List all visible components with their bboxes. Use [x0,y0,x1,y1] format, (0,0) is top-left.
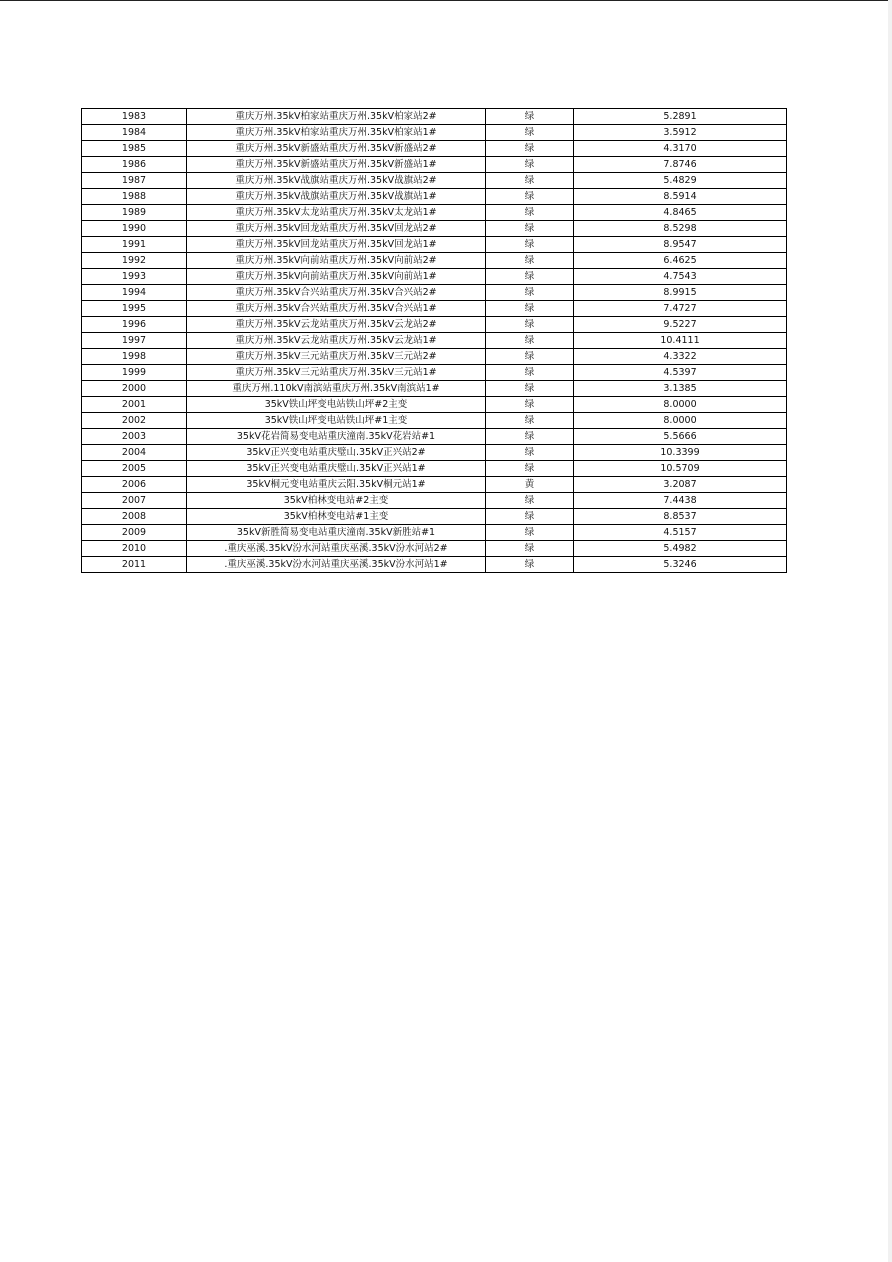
station-name-cell: 重庆万州.35kV三元站重庆万州.35kV三元站1# [187,365,486,381]
status-cell: 绿 [486,333,574,349]
table-row [82,269,787,285]
row-id-cell: 1994 [82,285,187,301]
row-id-cell: 2010 [82,541,187,557]
station-name-cell: .重庆巫溪.35kV汾水河站重庆巫溪.35kV汾水河站2# [187,541,486,557]
station-name-cell: 重庆万州.35kV三元站重庆万州.35kV三元站2# [187,349,486,365]
status-cell: 绿 [486,285,574,301]
value-cell: 8.0000 [574,397,787,413]
station-name-cell: 重庆万州.35kV云龙站重庆万州.35kV云龙站1# [187,333,486,349]
table-row [82,109,787,125]
status-cell: 绿 [486,429,574,445]
table-row [82,173,787,189]
station-name-cell: 重庆万州.110kV南滨站重庆万州.35kV南滨站1# [187,381,486,397]
status-cell: 绿 [486,541,574,557]
row-id-cell: 2006 [82,477,187,493]
table-row [82,253,787,269]
station-name-cell: 重庆万州.35kV战旗站重庆万州.35kV战旗站2# [187,173,486,189]
row-id-cell: 1988 [82,189,187,205]
row-id-cell: 2011 [82,557,187,573]
status-cell: 绿 [486,525,574,541]
row-id-cell: 1986 [82,157,187,173]
table-row [82,301,787,317]
station-name-cell: 重庆万州.35kV回龙站重庆万州.35kV回龙站2# [187,221,486,237]
table-body [82,109,787,573]
table-row [82,445,787,461]
status-cell: 绿 [486,557,574,573]
value-cell: 8.8537 [574,509,787,525]
page-right-edge [888,0,892,1262]
value-cell: 5.4982 [574,541,787,557]
status-cell: 绿 [486,141,574,157]
value-cell: 10.4111 [574,333,787,349]
value-cell: 8.5914 [574,189,787,205]
table-row [82,381,787,397]
station-name-cell: 35kV铁山坪变电站铁山坪#2主变 [187,397,486,413]
row-id-cell: 2002 [82,413,187,429]
row-id-cell: 2003 [82,429,187,445]
station-name-cell: 重庆万州.35kV云龙站重庆万州.35kV云龙站2# [187,317,486,333]
row-id-cell: 1991 [82,237,187,253]
value-cell: 10.5709 [574,461,787,477]
status-cell: 绿 [486,381,574,397]
value-cell: 3.2087 [574,477,787,493]
table-row [82,493,787,509]
status-cell: 绿 [486,189,574,205]
value-cell: 4.7543 [574,269,787,285]
table-row [82,477,787,493]
status-cell: 绿 [486,365,574,381]
station-name-cell: 重庆万州.35kV合兴站重庆万州.35kV合兴站1# [187,301,486,317]
table-row [82,285,787,301]
status-cell: 绿 [486,109,574,125]
status-cell: 绿 [486,413,574,429]
table-row [82,541,787,557]
value-cell: 4.8465 [574,205,787,221]
value-cell: 8.5298 [574,221,787,237]
value-cell: 5.3246 [574,557,787,573]
station-name-cell: 重庆万州.35kV太龙站重庆万州.35kV太龙站1# [187,205,486,221]
row-id-cell: 1989 [82,205,187,221]
value-cell: 3.5912 [574,125,787,141]
row-id-cell: 2004 [82,445,187,461]
table-row [82,525,787,541]
value-cell: 5.2891 [574,109,787,125]
status-cell: 绿 [486,301,574,317]
station-name-cell: 重庆万州.35kV合兴站重庆万州.35kV合兴站2# [187,285,486,301]
row-id-cell: 2000 [82,381,187,397]
value-cell: 4.3170 [574,141,787,157]
station-name-cell: 重庆万州.35kV向前站重庆万州.35kV向前站1# [187,269,486,285]
value-cell: 6.4625 [574,253,787,269]
value-cell: 8.0000 [574,413,787,429]
station-name-cell: 重庆万州.35kV柏家站重庆万州.35kV柏家站1# [187,125,486,141]
station-name-cell: .重庆巫溪.35kV汾水河站重庆巫溪.35kV汾水河站1# [187,557,486,573]
station-name-cell: 35kV铁山坪变电站铁山坪#1主变 [187,413,486,429]
value-cell: 4.3322 [574,349,787,365]
row-id-cell: 1997 [82,333,187,349]
station-name-cell: 重庆万州.35kV新盛站重庆万州.35kV新盛站2# [187,141,486,157]
status-cell: 绿 [486,221,574,237]
row-id-cell: 2009 [82,525,187,541]
value-cell: 4.5157 [574,525,787,541]
value-cell: 5.4829 [574,173,787,189]
row-id-cell: 1985 [82,141,187,157]
row-id-cell: 2005 [82,461,187,477]
status-cell: 绿 [486,237,574,253]
table-row [82,461,787,477]
value-cell: 7.4438 [574,493,787,509]
row-id-cell: 2007 [82,493,187,509]
table-row [82,205,787,221]
status-cell: 绿 [486,205,574,221]
row-id-cell: 1995 [82,301,187,317]
station-name-cell: 重庆万州.35kV新盛站重庆万州.35kV新盛站1# [187,157,486,173]
row-id-cell: 1983 [82,109,187,125]
status-cell: 绿 [486,509,574,525]
row-id-cell: 1992 [82,253,187,269]
value-cell: 8.9915 [574,285,787,301]
status-cell: 绿 [486,445,574,461]
station-name-cell: 重庆万州.35kV柏家站重庆万州.35kV柏家站2# [187,109,486,125]
station-name-cell: 35kV正兴变电站重庆璧山.35kV正兴站2# [187,445,486,461]
data-table [81,108,787,573]
table-row [82,317,787,333]
station-name-cell: 重庆万州.35kV回龙站重庆万州.35kV回龙站1# [187,237,486,253]
table-row [82,237,787,253]
status-cell: 绿 [486,173,574,189]
table-row [82,413,787,429]
value-cell: 5.5666 [574,429,787,445]
value-cell: 7.4727 [574,301,787,317]
page-top-border [0,0,892,1]
station-name-cell: 35kV正兴变电站重庆璧山.35kV正兴站1# [187,461,486,477]
row-id-cell: 1990 [82,221,187,237]
station-name-cell: 35kV花岩简易变电站重庆潼南.35kV花岩站#1 [187,429,486,445]
status-cell: 绿 [486,269,574,285]
status-cell: 黄 [486,477,574,493]
row-id-cell: 1993 [82,269,187,285]
row-id-cell: 1996 [82,317,187,333]
row-id-cell: 1984 [82,125,187,141]
table-row [82,221,787,237]
status-cell: 绿 [486,493,574,509]
status-cell: 绿 [486,157,574,173]
value-cell: 4.5397 [574,365,787,381]
row-id-cell: 2008 [82,509,187,525]
row-id-cell: 2001 [82,397,187,413]
table-row [82,365,787,381]
station-name-cell: 35kV新胜简易变电站重庆潼南.35kV新胜站#1 [187,525,486,541]
table-row [82,429,787,445]
station-name-cell: 重庆万州.35kV战旗站重庆万州.35kV战旗站1# [187,189,486,205]
status-cell: 绿 [486,317,574,333]
status-cell: 绿 [486,397,574,413]
table-row [82,349,787,365]
value-cell: 3.1385 [574,381,787,397]
table-row [82,397,787,413]
row-id-cell: 1987 [82,173,187,189]
value-cell: 9.5227 [574,317,787,333]
status-cell: 绿 [486,253,574,269]
row-id-cell: 1998 [82,349,187,365]
table-row [82,189,787,205]
station-name-cell: 重庆万州.35kV向前站重庆万州.35kV向前站2# [187,253,486,269]
status-cell: 绿 [486,125,574,141]
station-name-cell: 35kV柏林变电站#1主变 [187,509,486,525]
status-cell: 绿 [486,461,574,477]
status-cell: 绿 [486,349,574,365]
value-cell: 8.9547 [574,237,787,253]
value-cell: 10.3399 [574,445,787,461]
station-name-cell: 35kV桐元变电站重庆云阳.35kV桐元站1# [187,477,486,493]
row-id-cell: 1999 [82,365,187,381]
station-name-cell: 35kV柏林变电站#2主变 [187,493,486,509]
value-cell: 7.8746 [574,157,787,173]
table-row [82,557,787,573]
table-row [82,157,787,173]
table-row [82,125,787,141]
table-row [82,141,787,157]
table-row [82,509,787,525]
table-row [82,333,787,349]
